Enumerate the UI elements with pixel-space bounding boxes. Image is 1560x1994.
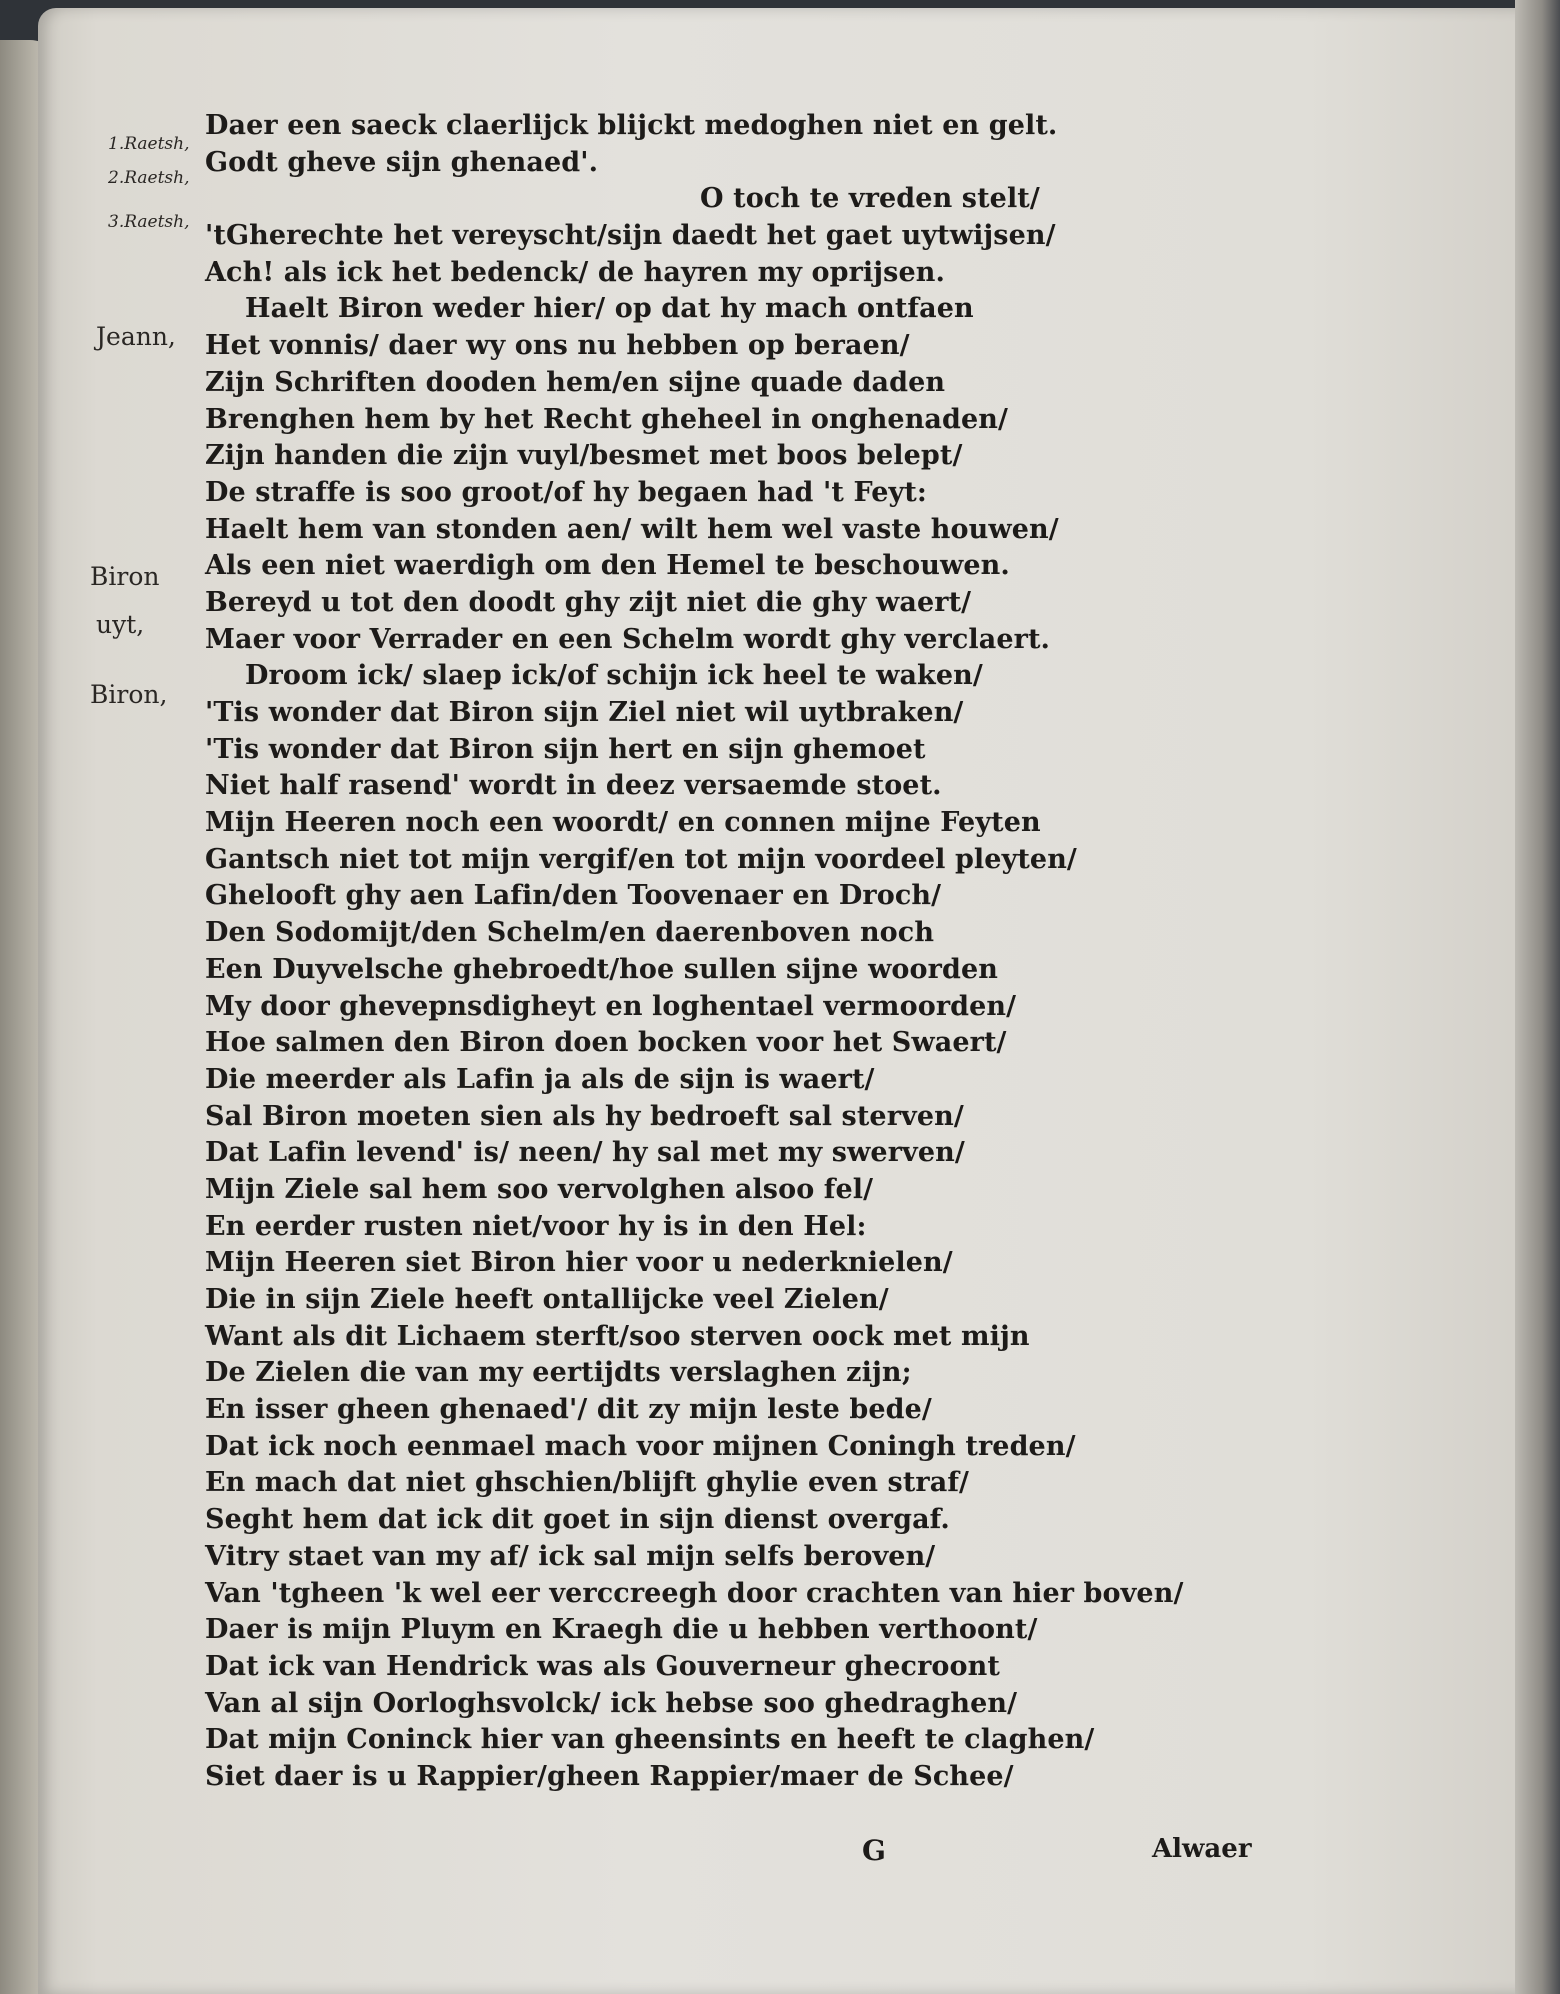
- verse-line: Hoe salmen den Biron doen bocken voor het Swaert/: [205, 1027, 1007, 1059]
- verse-line: Van al sijn Oorloghsvolck/ ick hebse soo ghedraghen/: [205, 1687, 1018, 1719]
- verse-text: [205, 108, 1205, 1796]
- verse-line: Het vonnis/ daer wy ons nu hebben op beraen/: [205, 330, 910, 362]
- verse-line: Mijn Heeren noch een woordt/ en connen mijne Feyten: [205, 807, 1041, 839]
- verse-line: Een Duyvelsche ghebroedt/hoe sullen sijne woorden: [205, 953, 998, 985]
- verse-line: 'Tis wonder dat Biron sijn hert en sijn ghemoet: [205, 733, 926, 765]
- verse-line: Als een niet waerdigh om den Hemel te beschouwen.: [205, 550, 1010, 582]
- verse-line: Dat mijn Coninck hier van gheensints en heeft te claghen/: [205, 1724, 1095, 1756]
- catchword: Alwaer: [1152, 1834, 1252, 1864]
- verse-line: Droom ick/ slaep ick/of schijn ick heel te waken/: [245, 660, 983, 692]
- verse-line: Van 'tgheen 'k wel eer verccreegh door crachten van hier boven/: [205, 1577, 1184, 1609]
- verse-line: 'Tis wonder dat Biron sijn Ziel niet wil uytbraken/: [205, 697, 964, 728]
- verse-line: Siet daer is u Rappier/gheen Rappier/maer de Schee/: [205, 1760, 1014, 1792]
- verse-line: Daer een saeck claerlijck blijckt medoghen niet en gelt.: [205, 110, 1058, 141]
- speaker-label-raets2: 2.Raetsh,: [108, 168, 190, 188]
- verse-line: Brenghen hem by het Recht gheheel in onghenaden/: [205, 403, 1008, 435]
- verse-line: De Zielen die van my eertijdts verslaghen zijn;: [205, 1357, 912, 1389]
- verse-line: Dat ick van Hendrick was als Gouverneur ghecroont: [205, 1650, 1000, 1682]
- verse-line: My door ghevepnsdigheyt en loghentael vermoorden/: [205, 990, 1017, 1022]
- speaker-label-raets1: 1.Raetsh,: [108, 134, 190, 154]
- verse-line: 'tGherechte het vereyscht/sijn daedt het gaet uytwijsen/: [205, 220, 1056, 252]
- speaker-label-biron: Biron: [90, 562, 160, 591]
- verse-line: Zijn Schriften dooden hem/en sijne quade daden: [205, 366, 946, 398]
- verse-line: Die meerder als Lafin ja als de sijn is waert/: [205, 1063, 875, 1095]
- verse-line: De straffe is soo groot/of hy begaen had 't Feyt:: [205, 476, 927, 508]
- verse-line: Bereyd u tot den doodt ghy zijt niet die ghy waert/: [205, 586, 972, 618]
- verse-line: En mach dat niet ghschien/blijft ghylie even straf/: [205, 1467, 970, 1499]
- verse-line: En eerder rusten niet/voor hy is in den Hel:: [205, 1210, 867, 1242]
- verse-line: Niet half rasend' wordt in deez versaemde stoet.: [205, 770, 942, 802]
- verse-line: Sal Biron moeten sien als hy bedroeft sal sterven/: [205, 1100, 964, 1132]
- verse-line: O toch te vreden stelt/: [700, 183, 1040, 215]
- verse-line: Haelt hem van stonden aen/ wilt hem wel vaste houwen/: [205, 513, 1059, 545]
- verse-line: Daer is mijn Pluym en Kraegh die u hebben verthoont/: [205, 1614, 1038, 1646]
- verse-line: Ach! als ick het bedenck/ de hayren my oprijsen.: [205, 256, 945, 288]
- verse-line: Ghelooft ghy aen Lafin/den Toovenaer en Droch/: [205, 880, 942, 912]
- page-stack-edge: [1515, 0, 1560, 1994]
- verse-line: Mijn Ziele sal hem soo vervolghen alsoo fel/: [205, 1173, 874, 1205]
- verse-line: Dat ick noch eenmael mach voor mijnen Coningh treden/: [205, 1430, 1076, 1462]
- verse-line: Want als dit Lichaem sterft/soo sterven oock met mijn: [205, 1320, 1030, 1352]
- verse-line: Gantsch niet tot mijn vergif/en tot mijn voordeel pleyten/: [205, 843, 1077, 875]
- verse-line: Maer voor Verrader en een Schelm wordt ghy verclaert.: [205, 623, 1051, 655]
- verse-line: Seght hem dat ick dit goet in sijn dienst overgaf.: [205, 1504, 950, 1536]
- verse-line: Zijn handen die zijn vuyl/besmet met boos belept/: [205, 440, 963, 472]
- speaker-label-raets3: 3.Raetsh,: [108, 212, 190, 232]
- stage-direction-uyt: uyt,: [96, 610, 145, 639]
- verse-line: Haelt Biron weder hier/ op dat hy mach ontfaen: [245, 293, 974, 325]
- verse-line: Mijn Heeren siet Biron hier voor u nederknielen/: [205, 1247, 953, 1279]
- verse-line: Die in sijn Ziele heeft ontallijcke veel Zielen/: [205, 1284, 889, 1315]
- verse-line: Den Sodomijt/den Schelm/en daerenboven noch: [205, 917, 935, 949]
- verse-line: Dat Lafin levend' is/ neen/ hy sal met my swerven/: [205, 1137, 965, 1169]
- verse-line: En isser gheen ghenaed'/ dit zy mijn leste bede/: [205, 1394, 932, 1426]
- verse-line: Godt gheve sijn ghenaed'.: [205, 146, 599, 178]
- speaker-label-biron-2: Biron,: [90, 680, 168, 709]
- speaker-label-jeann: Jeann,: [96, 322, 176, 351]
- verse-line: Vitry staet van my af/ ick sal mijn selfs beroven/: [205, 1540, 936, 1572]
- signature-mark: G: [862, 1834, 886, 1867]
